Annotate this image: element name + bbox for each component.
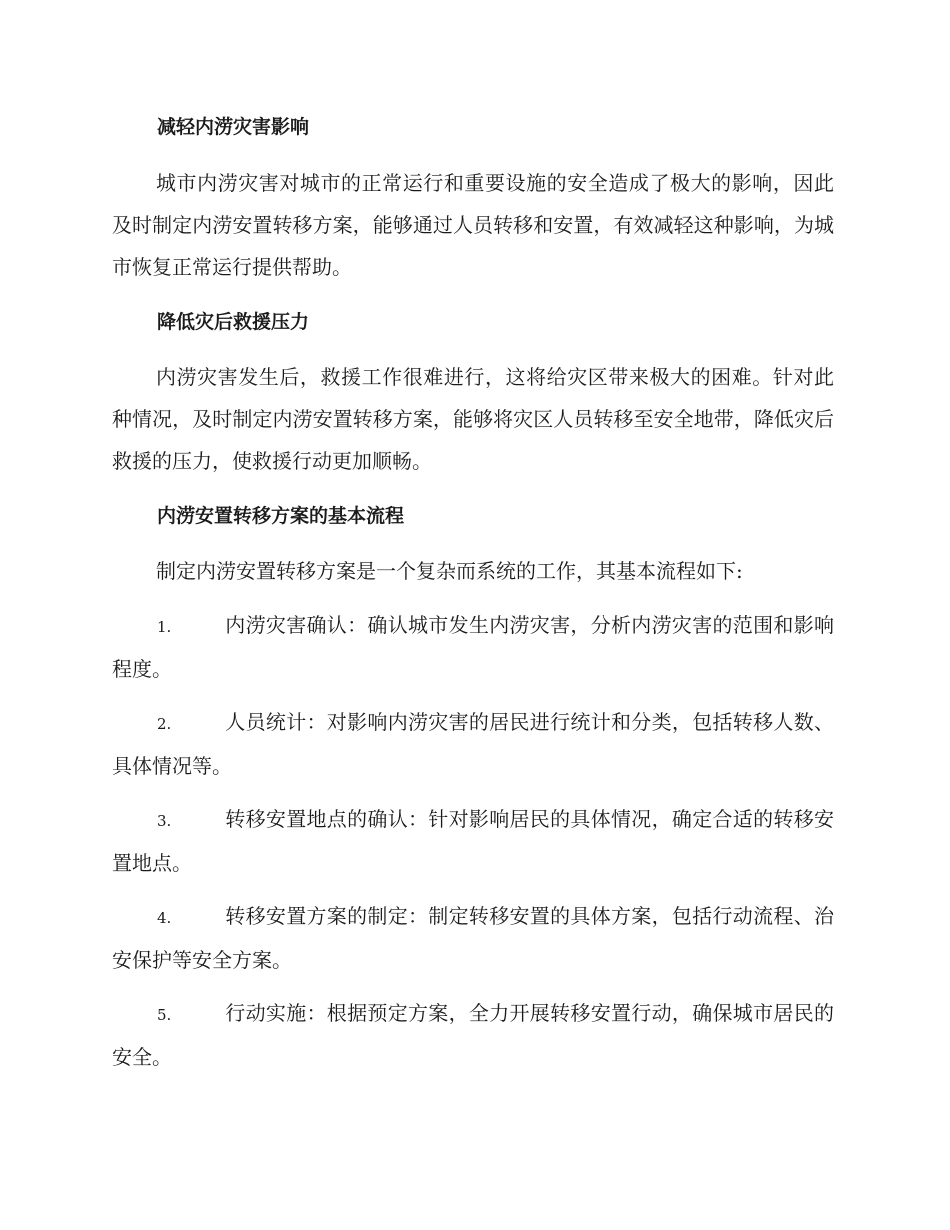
- paragraph-reduce-rescue-pressure: 内涝灾害发生后，救援工作很难进行，这将给灾区带来极大的困难。针对此种情况，及时制定内涝安置转移方案，能够将灾区人员转移至安全地带，降低灾后救援的压力，使救援行动更加顺畅。: [112, 365, 834, 473]
- paragraph-basic-process-intro: 制定内涝安置转移方案是一个复杂而系统的工作，其基本流程如下:: [156, 559, 743, 583]
- list-item-number: 4.: [157, 909, 172, 927]
- list-item-number: 1.: [157, 618, 172, 636]
- list-item: [112, 992, 834, 1078]
- list-item-number: 2.: [157, 715, 172, 733]
- list-item-number: 5.: [157, 1006, 172, 1024]
- list-item-text: 转移安置地点的确认：针对影响居民的具体情况，确定合适的转移安置地点。: [112, 807, 834, 875]
- list-item: [112, 895, 834, 981]
- paragraph-mitigate-impact: 城市内涝灾害对城市的正常运行和重要设施的安全造成了极大的影响，因此及时制定内涝安置转移方案，能够通过人员转移和安置，有效减轻这种影响，为城市恢复正常运行提供帮助。: [112, 171, 834, 279]
- list-item-text: 人员统计：对影响内涝灾害的居民进行统计和分类，包括转移人数、具体情况等。: [112, 710, 834, 778]
- list-item: [112, 798, 834, 884]
- section-heading-basic-process: 内涝安置转移方案的基本流程: [157, 505, 405, 527]
- list-item-text: 内涝灾害确认：确认城市发生内涝灾害，分析内涝灾害的范围和影响程度。: [112, 613, 834, 681]
- list-item-text: 转移安置方案的制定：制定转移安置的具体方案，包括行动流程、治安保护等安全方案。: [112, 904, 834, 972]
- list-item: [112, 701, 834, 787]
- list-item: [112, 604, 834, 690]
- list-item-text: 行动实施：根据预定方案，全力开展转移安置行动，确保城市居民的安全。: [112, 1001, 834, 1069]
- section-heading-mitigate-impact: 减轻内涝灾害影响: [157, 116, 310, 138]
- list-item-number: 3.: [157, 812, 172, 830]
- section-heading-reduce-rescue-pressure: 降低灾后救援压力: [157, 311, 310, 333]
